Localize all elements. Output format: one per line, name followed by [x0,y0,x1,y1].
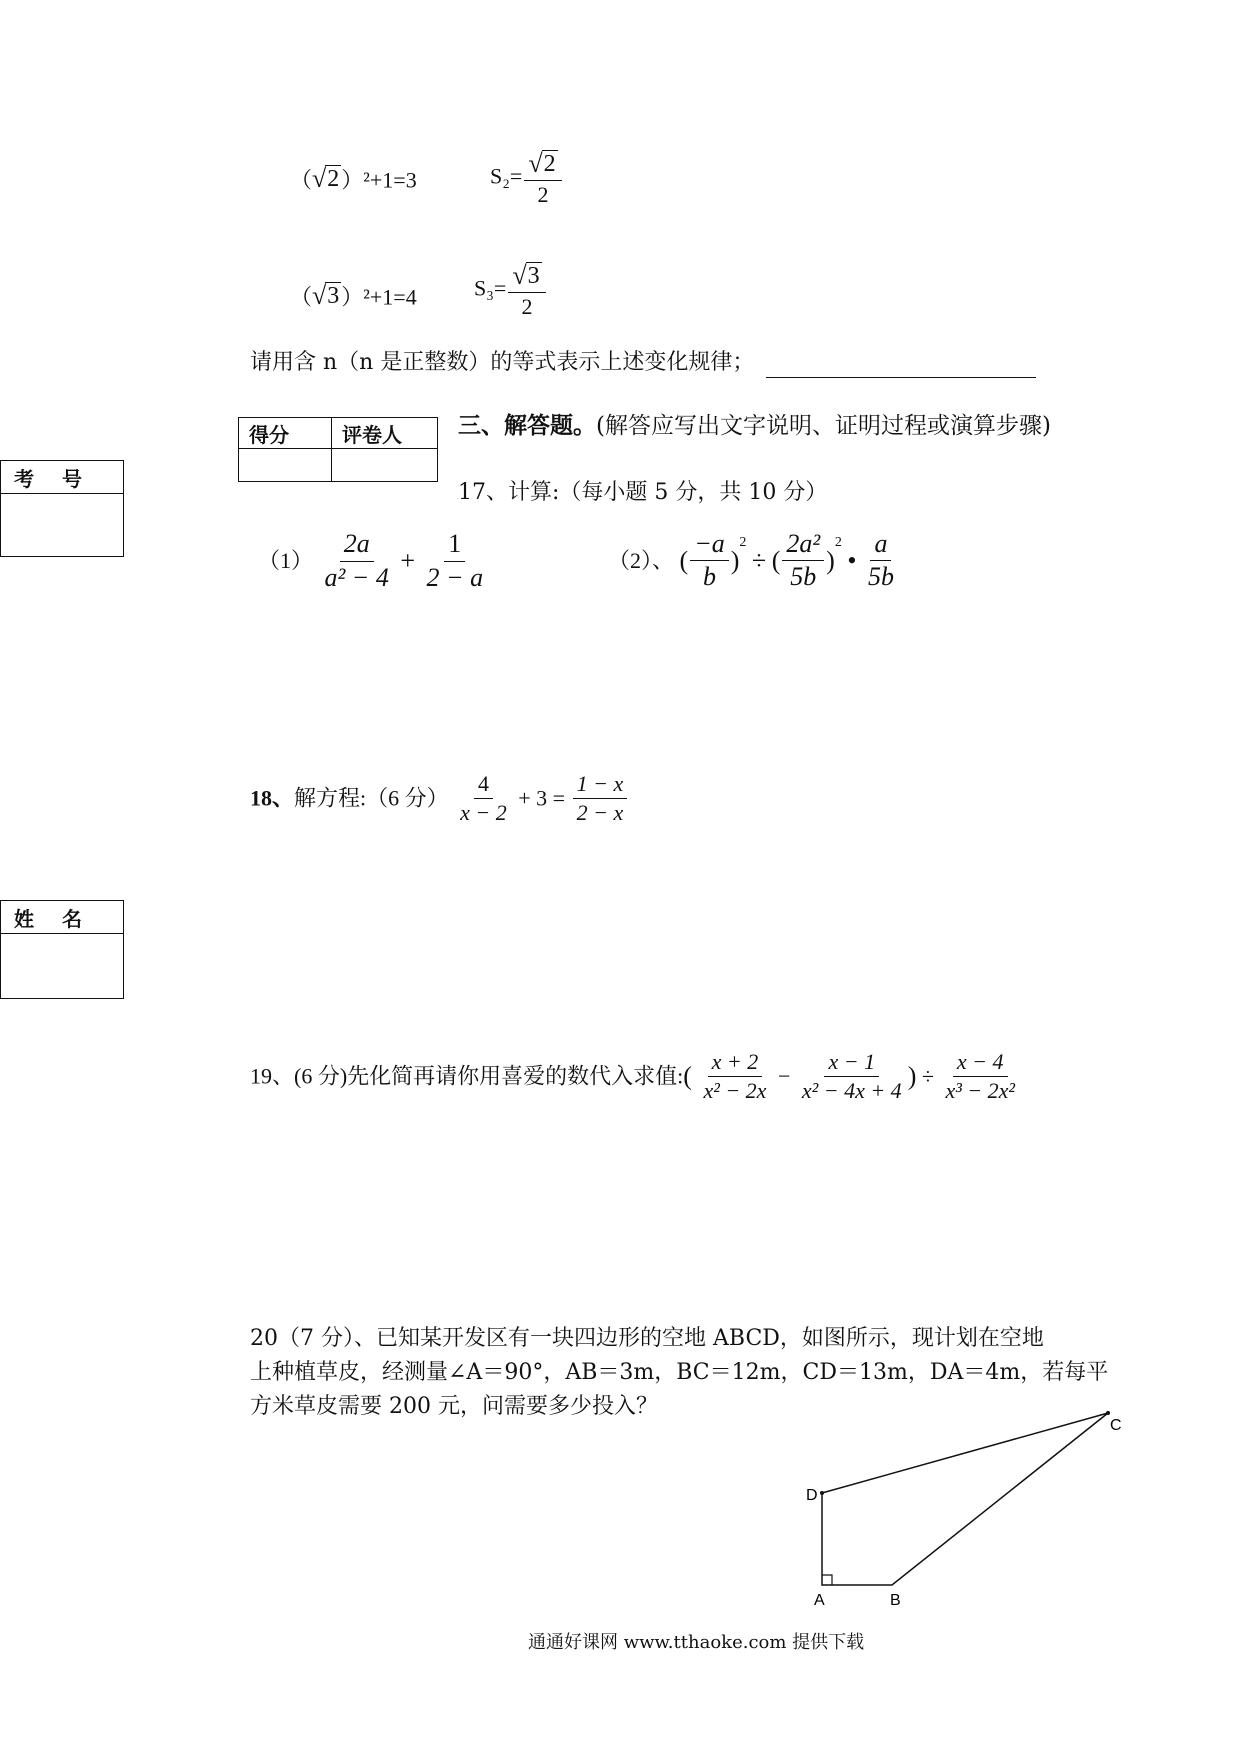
quadrilateral-figure [790,1400,1150,1610]
footer: 通通好课网 www.tthaoke.com 提供下载 [528,1632,865,1653]
name-label: 姓名 [1,901,124,934]
grader-cell[interactable] [332,449,438,482]
label-b: B [890,1592,901,1609]
name-cell[interactable] [1,934,124,999]
vertex-d [820,1491,824,1495]
exam-number-box [0,460,124,557]
score-table [238,417,438,482]
label-c: C [1110,1417,1122,1434]
grader-header: 评卷人 [332,418,438,449]
q19: 19、(6 分)先化简再请你用喜爱的数代入求值:( $\frac{x + 2}{\text{x² − 2x}}$ − $\frac{x - 1}{\text{x² − 4x + 4}}$ ) ÷ $\frac{x - 4}{\text{x³ − 2x²}}$ [250,1049,1016,1104]
score-header: 得分 [239,418,332,449]
exam-number-cell[interactable] [1,494,124,557]
q20-line-2: 上种植草皮，经测量∠A＝90°，AB＝3m，BC＝12m，CD＝13m，DA＝4m，若每平 [250,1360,1109,1385]
answer-blank[interactable] [766,351,1036,378]
quadrilateral-outline [822,1413,1108,1585]
pattern-line-2: （ √ 3 ）²+1=4 [290,281,417,311]
s3-formula: S₃= √ 3 2 [474,262,548,319]
q17-label: 17、计算:（每小题 5 分，共 10 分） [458,480,828,505]
score-cell[interactable] [239,449,332,482]
pattern-line-1: （ √ 2 ）²+1=3 [290,164,417,194]
right-angle-marker [822,1575,832,1585]
pattern-prompt: 请用含 n（n 是正整数）的等式表示上述变化规律； [250,348,1036,378]
section-3-heading: 三、解答题。(解答应写出文字说明、证明过程或演算步骤) [458,412,1051,439]
s2-formula: S₂= √ 2 2 [490,150,564,207]
q17-part1: （1） $\frac{2a}{\text{a² − 4}}$ + $\frac{1}{2 - a}$ [258,529,484,592]
q20-line-3: 方米草皮需要 200 元，问需要多少投入？ [250,1394,658,1419]
name-box [0,900,124,999]
exam-number-label: 考号 [1,461,124,494]
q20-line-1: 20（7 分）、已知某开发区有一块四边形的空地 ABCD，如图所示，现计划在空地 [250,1326,1044,1351]
vertex-c [1106,1411,1110,1415]
q18: 18、解方程:（6 分） $\frac{4}{x - 2}$ + 3 = $\frac{1 - x}{2 - x}$ [250,772,629,825]
label-a: A [814,1592,825,1609]
label-d: D [806,1487,818,1504]
q17-part2: （2）、 ( $\frac{-a}{b}$ )$^2$ ÷ ( $\frac{\text{2a²}}{5b}$ )$^2$ • $\frac{a}{5b}$ [608,528,894,592]
